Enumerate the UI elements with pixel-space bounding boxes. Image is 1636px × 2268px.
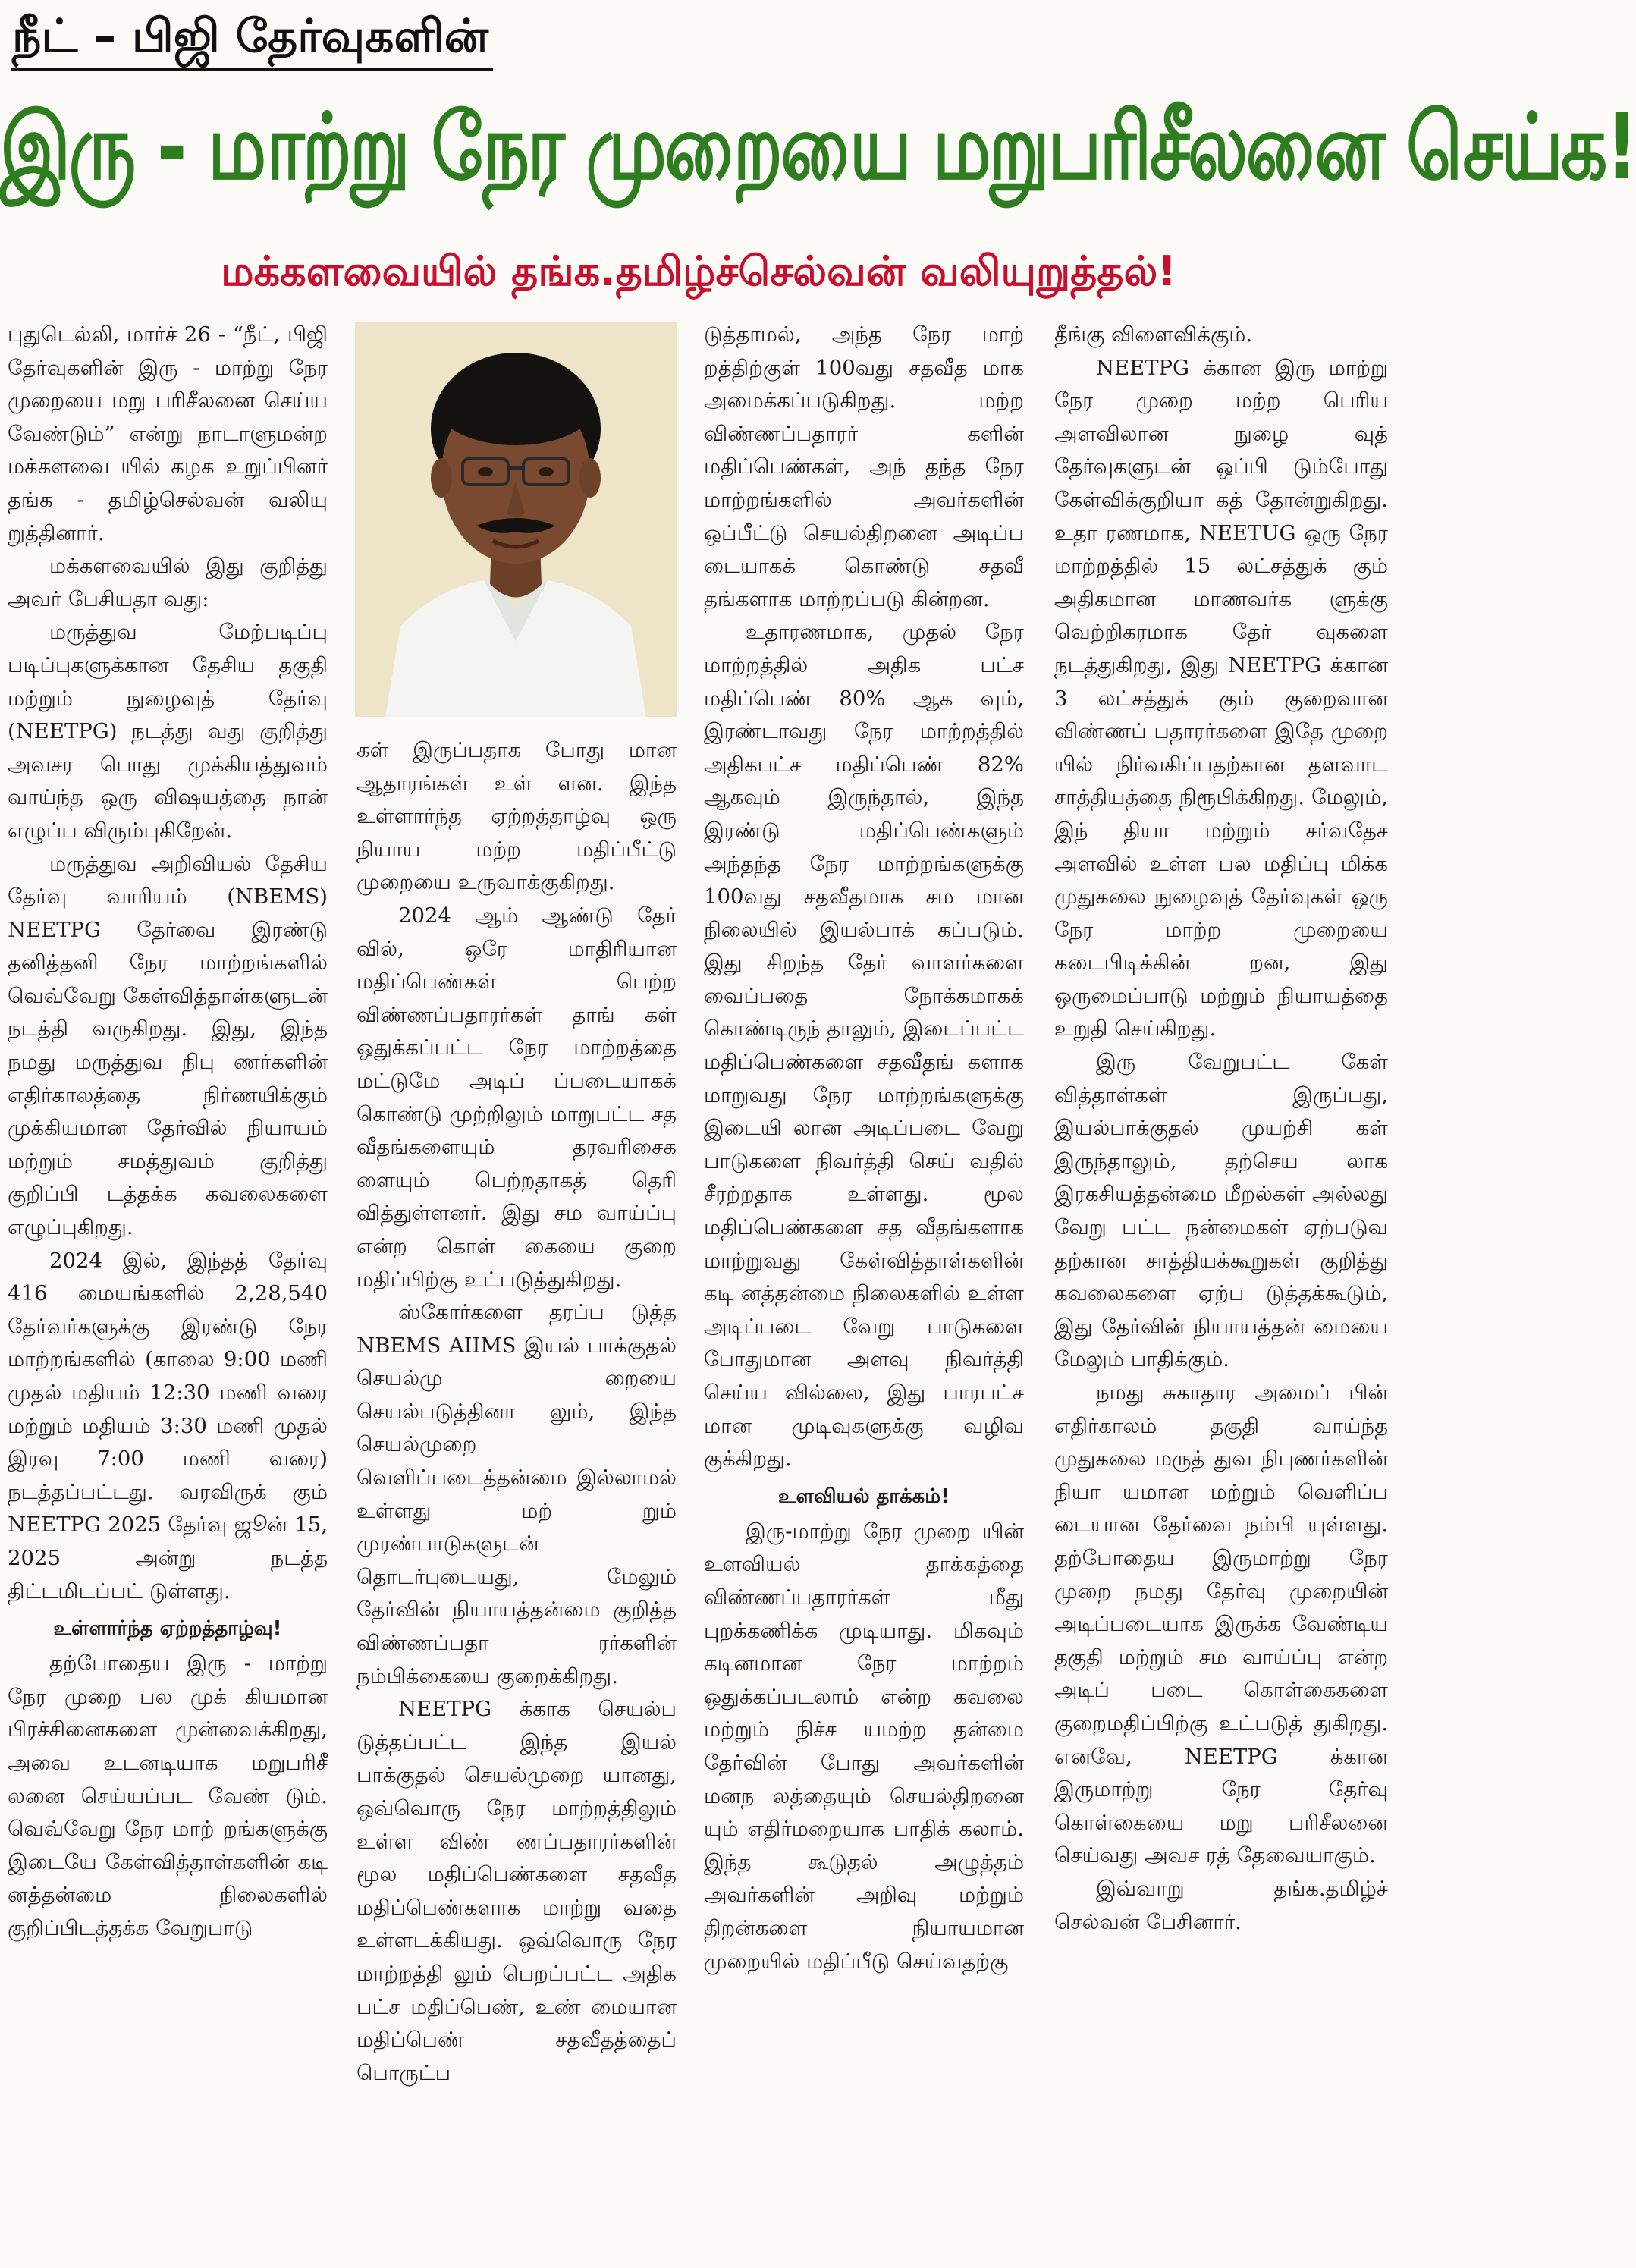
article-column-4	[1054, 319, 1388, 2260]
paragraph: இவ்வாறு தங்க.தமிழ்ச் செல்வன் பேசினார்.	[1054, 1876, 1388, 1934]
paragraph: மருத்துவ அறிவியல் தேசிய தேர்வு வாரியம் (NBEMS) NEETPG தேர்வை இரண்டு தனித்தனி நேர மாற்றங்களில் வெவ்வேறு கேள்வித்தாள்களுடன் நடத்தி வருகிறது. இது, இந்த நமது மருத்துவ நிபு ணர்களின் எதிர்காலத்தை நிர்ணயிக்கும் முக்கியமான தேர்வில் நியாயம் மற்றும் சமத்துவம் குறித்து குறிப்பி டத்தக்க கவலைகளை எழுப்புகிறது.	[8, 851, 328, 1240]
paragraph: 2024 இல், இந்தத் தேர்வு 416 மையங்களில் 2,28,540 தேர்வர்களுக்கு இரண்டு நேர மாற்றங்களில் (காலை 9:00 மணி முதல் மதியம் 12:30 மணி வரை மற்றும் மதியம் 3:30 மணி முதல் இரவு 7:00 மணி வரை) நடத்தப்பட்டது. வரவிருக் கும் NEETPG 2025 தேர்வு ஜூன் 15, 2025 அன்று நடத்த திட்டமிடப்பட் டுள்ளது.	[8, 1248, 328, 1604]
dateline-paragraph: புதுடெல்லி, மார்ச் 26 - “நீட், பிஜி தேர்வுகளின் இரு - மாற்று நேர முறையை மறு பரிசீலனை செய்ய வேண்டும்” என்று நாடாளுமன்ற மக்களவை யில் கழக உறுப்பினர் தங்க - தமிழ்செல்வன் வலியு றுத்தினார்.	[8, 322, 328, 545]
portrait-illustration	[355, 322, 677, 717]
article-column-1	[8, 319, 328, 2260]
subheadline: மக்களவையில் தங்க.தமிழ்ச்செல்வன் வலியுறுத்தல்!	[221, 247, 1176, 295]
article-column-2	[356, 734, 677, 2260]
paragraph: மருத்துவ மேற்படிப்பு படிப்புகளுக்கான தேசிய தகுதி மற்றும் நுழைவுத் தேர்வு (NEETPG) நடத்து வது குறித்து அவசர பொது முக்கியத்துவம் வாய்ந்த ஒரு விஷயத்தை நான் எழுப்ப விரும்புகிறேன்.	[8, 620, 328, 843]
paragraph: 2024 ஆம் ஆண்டு தேர் வில், ஒரே மாதிரியான மதிப்பெண்கள் பெற்ற விண்ணப்பதாரர்கள் தாங் கள் ஒதுக்கப்பட்ட நேர மாற்றத்தை மட்டுமே அடிப் ப்படையாகக் கொண்டு முற்றிலும் மாறுபட்ட சத வீதங்களையும் தரவரிசைக ளையும் பெற்றதாகத் தெரி வித்துள்ளனர். இது சம வாய்ப்பு என்ற கொள் கையை குறை மதிப்பிற்கு உட்படுத்துகிறது.	[356, 903, 677, 1292]
paragraph: மக்களவையில் இது குறித்து அவர் பேசியதா வது:	[8, 554, 328, 611]
paragraph: இரு-மாற்று நேர முறை யின் உளவியல் தாக்கத்தை விண்ணப்பதாரர்கள் மீது புறக்கணிக்க முடியாது. மிகவும் கடினமான நேர மாற்றம் ஒதுக்கப்படலாம் என்ற கவலை மற்றும் நிச்ச யமற்ற தன்மை தேர்வின் போது அவர்களின் மனந லத்தையும் செயல்திறனை யும் எதிர்மறையாக பாதிக் கலாம். இந்த கூடுதல் அழுத்தம் அவர்களின் அறிவு மற்றும் திறன்களை நியாயமான முறையில் மதிப்பீடு செய்வதற்கு	[704, 1519, 1024, 1974]
section-subheading: உள்ளார்ந்த ஏற்றத்தாழ்வு!	[53, 1617, 282, 1641]
paragraph: தற்போதைய இரு - மாற்று நேர முறை பல முக் கியமான பிரச்சினைகளை முன்வைக்கிறது, அவை உடனடியாக மறுபரிசீ லனை செய்யப்பட வேண் டும். வெவ்வேறு நேர மாற் றங்களுக்கு இடையே கேள்வித்தாள்களின் கடி னத்தன்மை நிலைகளில் குறிப்பிடத்தக்க வேறுபாடு	[8, 1651, 328, 1940]
paragraph: NEETPG க்காக செயல்ப டுத்தப்பட்ட இந்த இயல் பாக்குதல் செயல்முறை யானது, ஒவ்வொரு நேர மாற்றத்திலும் உள்ள விண் ணப்பதாரர்களின் மூல மதிப்பெண்களை சதவீத மதிப்பெண்களாக மாற்று வதை உள்ளடக்கியது. ஒவ்வொரு நேர மாற்றத்தி லும் பெறப்பட்ட அதிக பட்ச மதிப்பெண், உண் மையான மதிப்பெண் சதவீதத்தைப் பொருட்ப	[356, 1697, 677, 2085]
paragraph: ஸ்கோர்களை தரப்ப டுத்த NBEMS AIIMS இயல் பாக்குதல் செயல்மு றையை செயல்படுத்தினா லும், இந்த செயல்முறை வெளிப்படைத்தன்மை இல்லாமல் உள்ளது மற் றும் முரண்பாடுகளுடன் தொடர்புடையது, மேலும் தேர்வின் நியாயத்தன்மை குறித்த விண்ணப்பதா ரர்களின் நம்பிக்கையை குறைக்கிறது.	[356, 1300, 677, 1688]
portrait-photo	[355, 322, 677, 717]
kicker: நீட் – பிஜி தேர்வுகளின்	[11, 5, 493, 71]
article-column-3	[704, 319, 1024, 2260]
headline: இரு - மாற்று நேர முறையை மறுபரிசீலனை செய்க!	[0, 93, 1636, 200]
paragraph: இரு வேறுபட்ட கேள் வித்தாள்கள் இருப்பது, இயல்பாக்குதல் முயற்சி கள் இருந்தாலும், தற்செய லாக இரகசியத்தன்மை மீறல்கள் அல்லது வேறு பட்ட நன்மைகள் ஏற்படுவ தற்கான சாத்தியக்கூறுகள் குறித்து கவலைகளை ஏற்ப டுத்தக்கூடும், இது தேர்வின் நியாயத்தன் மையை மேலும் பாதிக்கும்.	[1054, 1050, 1388, 1372]
paragraph: டுத்தாமல், அந்த நேர மாற் றத்திற்குள் 100வது சதவீத மாக அமைக்கப்படுகிறது. மற்ற விண்ணப்பதாரர் களின் மதிப்பெண்கள், அந் தந்த நேர மாற்றங்களில் அவர்களின் ஒப்பீட்டு செயல்திறனை அடிப்ப டையாகக் கொண்டு சதவீ தங்களாக மாற்றப்படு கின்றன.	[704, 322, 1024, 611]
paragraph: நமது சுகாதார அமைப் பின் எதிர்காலம் தகுதி வாய்ந்த முதுகலை மருத் துவ நிபுணர்களின் நியா யமான மற்றும் வெளிப்ப டையான தேர்வை நம்பி யுள்ளது. தற்போதைய இருமாற்று நேர முறை நமது தேர்வு முறையின் அடிப்படையாக இருக்க வேண்டிய தகுதி மற்றும் சம வாய்ப்பு என்ற அடிப் படை கொள்கைகளை குறைமதிப்பிற்கு உட்படுத் துகிறது. எனவே, NEETPG க்கான இருமாற்று நேர தேர்வு கொள்கையை மறு பரிசீலனை செய்வது அவச ரத் தேவையாகும்.	[1054, 1381, 1388, 1868]
section-subheading: உளவியல் தாக்கம்!	[777, 1484, 950, 1508]
paragraph: தீங்கு விளைவிக்கும்.	[1054, 322, 1253, 347]
paragraph: உதாரணமாக, முதல் நேர மாற்றத்தில் அதிக பட்ச மதிப்பெண் 80% ஆக வும், இரண்டாவது நேர மாற்றத்தில் அதிகபட்ச மதிப்பெண் 82% ஆகவும் இருந்தால், இந்த இரண்டு மதிப்பெண்களும் அந்தந்த நேர மாற்றங்களுக்கு 100வது சதவீதமாக சம மான நிலையில் இயல்பாக் கப்படும். இது சிறந்த தேர் வாளர்களை வைப்பதை நோக்கமாகக் கொண்டிருந் தாலும், இடைப்பட்ட மதிப்பெண்களை சதவீதங் களாக மாறுவது நேர மாற்றங்களுக்கு இடையி லான அடிப்படை வேறு பாடுகளை நிவர்த்தி செய் வதில் சீரற்றதாக உள்ளது. மூல மதிப்பெண்களை சத வீதங்களாக மாற்றுவது கேள்வித்தாள்களின் கடி னத்தன்மை நிலைகளில் உள்ள அடிப்படை வேறு பாடுகளை போதுமான அளவு நிவர்த்தி செய்ய வில்லை, இது பாரபட்ச மான முடிவுகளுக்கு வழிவ குக்கிறது.	[704, 620, 1024, 1472]
paragraph: கள் இருப்பதாக போது மான ஆதாரங்கள் உள் ளன. இந்த உள்ளார்ந்த ஏற்றத்தாழ்வு ஒரு நியாய மற்ற மதிப்பீட்டு முறையை உருவாக்குகிறது.	[356, 738, 677, 895]
paragraph: NEETPG க்கான இரு மாற்று நேர முறை மற்ற பெரிய அளவிலான நுழை வுத் தேர்வுகளுடன் ஒப்பி டும்போது கேள்விக்குறியா கத் தோன்றுகிறது. உதா ரணமாக, NEETUG ஒரு நேர மாற்றத்தில் 15 லட்சத்துக் கும் அதிகமான மாணவர்க ளுக்கு வெற்றிகரமாக தேர் வுகளை நடத்துகிறது, இது NEETPG க்கான 3 லட்சத்துக் கும் குறைவான விண்ணப் பதாரர்களை இதே முறை யில் நிர்வகிப்பதற்கான தளவாட சாத்தியத்தை நிரூபிக்கிறது. மேலும், இந் தியா மற்றும் சர்வதேச அளவில் உள்ள பல மதிப்பு மிக்க முதுகலை நுழைவுத் தேர்வுகள் ஒரு நேர மாற்ற முறையை கடைபிடிக்கின் றன, இது ஒருமைப்பாடு மற்றும் நியாயத்தை உறுதி செய்கிறது.	[1054, 355, 1388, 1041]
